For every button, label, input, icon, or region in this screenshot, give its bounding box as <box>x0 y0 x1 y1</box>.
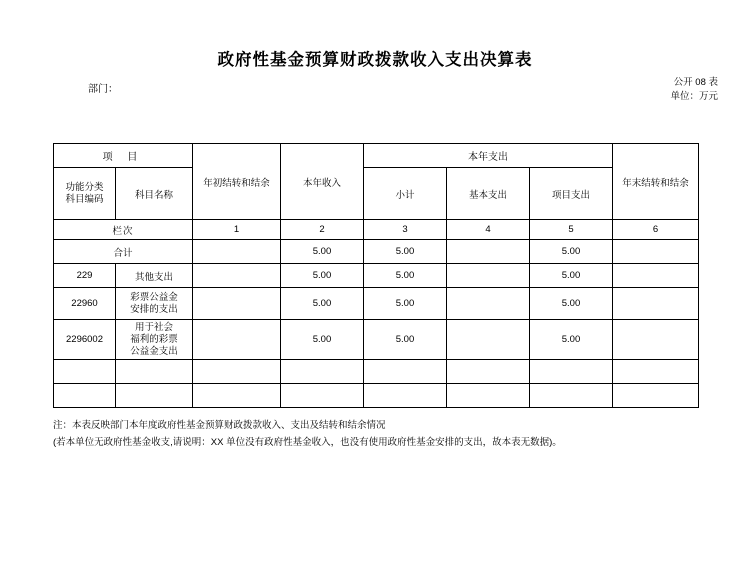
row-subtotal: 5.00 <box>364 264 447 288</box>
row-income <box>281 384 364 408</box>
public-code: 公开 08 表 <box>673 77 718 88</box>
header-col-num-1: 1 <box>193 220 281 240</box>
header-col-num-2: 2 <box>281 220 364 240</box>
row-code: 2296002 <box>54 320 116 360</box>
table-row <box>54 384 699 408</box>
unit-label: 单位：万元 <box>670 91 718 102</box>
row-name <box>116 360 193 384</box>
row-end-balance <box>613 360 699 384</box>
row-project: 5.00 <box>530 320 613 360</box>
header-item-group: 项 目 <box>54 144 193 168</box>
row-name-line1: 彩票公益金 <box>130 291 178 303</box>
header-end-balance: 年末结转和结余 <box>613 144 699 220</box>
header-subject-name: 科目名称 <box>116 168 193 220</box>
row-code: 229 <box>54 264 116 288</box>
row-project: 5.00 <box>530 264 613 288</box>
row-begin-balance <box>193 264 281 288</box>
row-subtotal: 5.00 <box>364 288 447 320</box>
header-col-num-3: 3 <box>364 220 447 240</box>
row-code: 22960 <box>54 288 116 320</box>
table-row <box>54 320 699 360</box>
header-col-num-4: 4 <box>447 220 530 240</box>
row-income: 5.00 <box>281 288 364 320</box>
row-basic <box>447 240 530 264</box>
department-label: 部门： <box>88 84 118 95</box>
row-code <box>54 384 116 408</box>
row-income: 5.00 <box>281 264 364 288</box>
row-income: 5.00 <box>281 240 364 264</box>
row-name <box>116 320 193 360</box>
header-col-num-5: 5 <box>530 220 613 240</box>
row-end-balance <box>613 288 699 320</box>
row-subtotal: 5.00 <box>364 320 447 360</box>
header-col-num-6: 6 <box>613 220 699 240</box>
row-basic <box>447 264 530 288</box>
row-end-balance <box>613 384 699 408</box>
row-name <box>116 288 193 320</box>
budget-table <box>53 143 699 408</box>
row-end-balance <box>613 264 699 288</box>
header-func-code-line2: 科目编码 <box>65 193 104 205</box>
row-subtotal: 5.00 <box>364 240 447 264</box>
row-income: 5.00 <box>281 320 364 360</box>
row-total-label: 合计 <box>54 240 193 264</box>
row-begin-balance <box>193 360 281 384</box>
header-func-code-line1: 功能分类 <box>65 181 104 193</box>
table-row <box>54 264 699 288</box>
table-header-row-3 <box>54 220 699 240</box>
row-begin-balance <box>193 384 281 408</box>
table-header-row-1 <box>54 144 699 168</box>
page-title: 政府性基金预算财政拨款收入支出决算表 <box>217 51 533 69</box>
header-row-label: 栏次 <box>54 220 193 240</box>
header-project-expenditure: 项目支出 <box>530 168 613 220</box>
row-begin-balance <box>193 288 281 320</box>
header-begin-balance: 年初结转和结余 <box>193 144 281 220</box>
table-row <box>54 240 699 264</box>
row-name <box>116 384 193 408</box>
row-project: 5.00 <box>530 288 613 320</box>
document-page <box>0 46 750 576</box>
header-year-income: 本年收入 <box>281 144 364 220</box>
meta-row <box>0 77 750 102</box>
row-code <box>54 360 116 384</box>
note-line-1: 注：本表反映部门本年度政府性基金预算财政拨款收入、支出及结转和结余情况 <box>53 420 386 431</box>
table-row <box>54 360 699 384</box>
header-basic-expenditure: 基本支出 <box>447 168 530 220</box>
row-name-line3: 公益金支出 <box>130 345 178 357</box>
note-line-2: (若本单位无政府性基金收支,请说明：XX 单位没有政府性基金收入，也没有使用政府性基金安排的支出，故本表无数据)。 <box>53 437 562 448</box>
row-basic <box>447 360 530 384</box>
row-begin-balance <box>193 240 281 264</box>
header-expenditure-group: 本年支出 <box>364 144 613 168</box>
row-income <box>281 360 364 384</box>
table-row <box>54 288 699 320</box>
row-name-line1: 用于社会 <box>134 321 173 333</box>
row-end-balance <box>613 240 699 264</box>
row-basic <box>447 288 530 320</box>
row-project: 5.00 <box>530 240 613 264</box>
row-basic <box>447 320 530 360</box>
row-name-line2: 安排的支出 <box>130 303 178 315</box>
header-func-code <box>54 168 116 220</box>
header-subtotal: 小计 <box>364 168 447 220</box>
row-project <box>530 360 613 384</box>
row-project <box>530 384 613 408</box>
row-subtotal <box>364 384 447 408</box>
row-name: 其他支出 <box>116 264 193 288</box>
row-name-line2: 福利的彩票 <box>130 333 178 345</box>
row-subtotal <box>364 360 447 384</box>
row-basic <box>447 384 530 408</box>
row-end-balance <box>613 320 699 360</box>
row-begin-balance <box>193 320 281 360</box>
meta-right <box>670 76 718 104</box>
table-header-row-2 <box>54 168 699 220</box>
table-notes <box>53 417 562 451</box>
